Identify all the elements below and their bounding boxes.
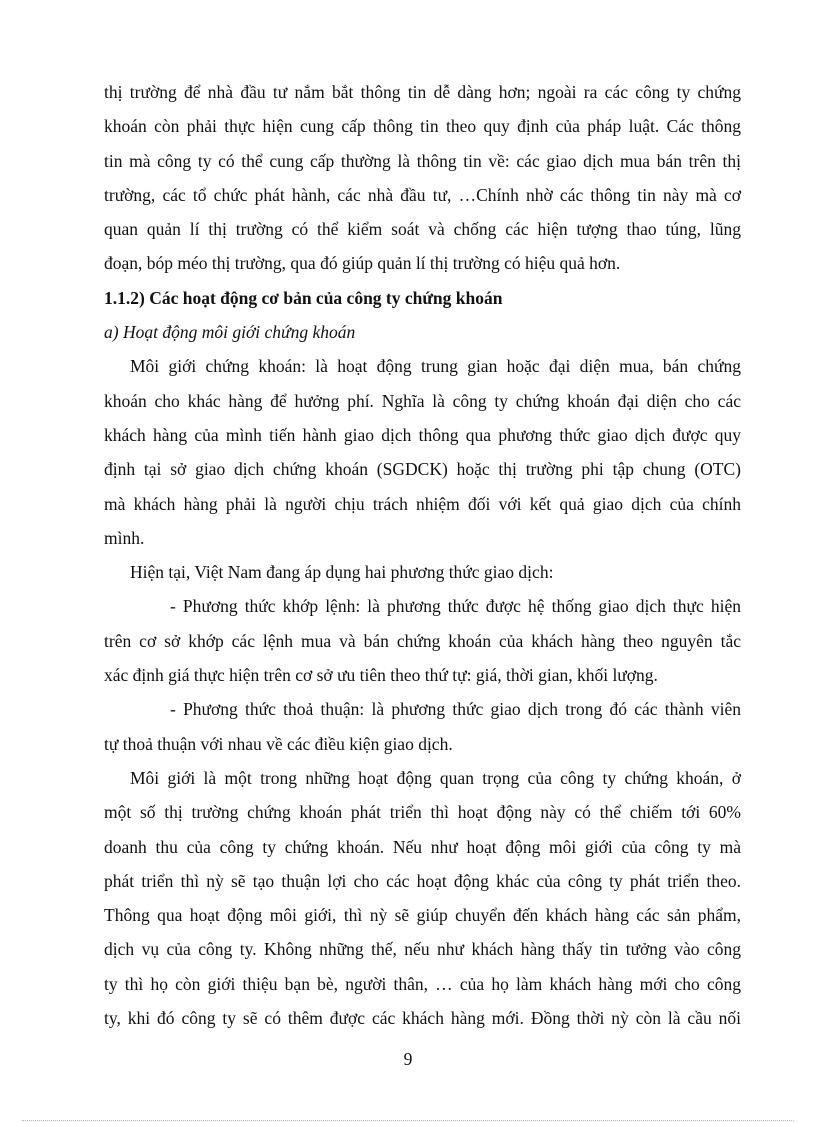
text-line: doanh thu của công ty chứng khoán. Nếu như hoạt động môi giới của công ty mà — [104, 836, 741, 857]
subsection-heading: a) Hoạt động môi giới chứng khoán — [104, 322, 356, 343]
text-line: - Phương thức thoả thuận: là phương thức giao dịch trong đó các thành viên — [170, 699, 741, 720]
text-line: mà khách hàng phải là người chịu trách nhiệm đối với kết quả giao dịch của chính — [104, 493, 741, 514]
text-line: tự thoả thuận với nhau về các điều kiện giao dịch. — [104, 733, 453, 754]
page-bottom-border — [22, 1120, 794, 1121]
text-line: khoán cho khác hàng để hưởng phí. Nghĩa là công ty chứng khoán đại diện cho các — [104, 390, 741, 411]
paragraph-brokerage-importance — [104, 761, 741, 1035]
text-line: xác định giá thực hiện trên cơ sở ưu tiên theo thứ tự: giá, thời gian, khối lượng. — [104, 665, 658, 686]
page-number: 9 — [403, 1049, 413, 1069]
text-line: Môi giới là một trong những hoạt động quan trọng của công ty chứng khoán, ở — [130, 767, 741, 788]
text-line: phát triển thì nỳ sẽ tạo thuận lợi cho các hoạt động khác của công ty phát triển theo. — [104, 870, 741, 891]
paragraph-trading-methods-intro: Hiện tại, Việt Nam đang áp dụng hai phương thức giao dịch: — [130, 562, 554, 583]
page-body — [104, 75, 741, 1035]
text-line: Môi giới chứng khoán: là hoạt động trung gian hoặc đại diện mua, bán chứng — [130, 356, 741, 377]
paragraph-negotiated-trading — [104, 692, 741, 761]
text-line: định tại sở giao dịch chứng khoán (SGDCK) hoặc thị trường phi tập chung (OTC) — [104, 459, 741, 480]
text-line: một số thị trường chứng khoán phát triển thì hoạt động này có thể chiếm tới 60% — [104, 802, 741, 823]
paragraph-order-matching — [104, 589, 741, 692]
paragraph-brokerage-definition — [104, 349, 741, 555]
text-line: trên cơ sở khớp các lệnh mua và bán chứng khoán của khách hàng theo nguyên tắc — [104, 630, 741, 651]
text-line: đoạn, bóp méo thị trường, qua đó giúp quản lí thị trường có hiệu quả hơn. — [104, 253, 621, 274]
text-line: Thông qua hoạt động môi giới, thì nỳ sẽ giúp chuyển đến khách hàng các sản phẩm, — [104, 905, 741, 926]
text-line: thị trường để nhà đầu tư nắm bắt thông tin dễ dàng hơn; ngoài ra các công ty chứng — [104, 82, 741, 102]
text-line: - Phương thức khớp lệnh: là phương thức được hệ thống giao dịch thực hiện — [170, 596, 741, 617]
text-line: tin mà công ty có thể cung cấp thường là thông tin về: các giao dịch mua bán trên thị — [104, 150, 741, 171]
section-heading: 1.1.2) Các hoạt động cơ bản của công ty chứng khoán — [104, 287, 503, 308]
text-line: quan quản lí thị trường có thể kiểm soát và chống các hiện tượng thao túng, lũng — [104, 219, 741, 240]
text-line: ty, khi đó công ty sẽ có thêm được các khách hàng mới. Đồng thời nỳ còn là cầu nối — [104, 1008, 741, 1029]
text-line: ty thì họ còn giới thiệu bạn bè, người thân, … của họ làm khách hàng mới cho công — [104, 973, 741, 994]
text-line: trường, các tổ chức phát hành, các nhà đầu tư, …Chính nhờ các thông tin này mà cơ — [104, 184, 741, 205]
text-line: mình. — [104, 527, 145, 548]
paragraph-market-information — [104, 75, 741, 281]
text-line: dịch vụ của công ty. Không những thế, nếu như khách hàng thấy tin tưởng vào công — [104, 939, 741, 960]
text-line: khách hàng của mình tiến hành giao dịch thông qua phương thức giao dịch được quy — [104, 424, 741, 445]
text-line: khoán còn phải thực hiện cung cấp thông tin theo quy định của pháp luật. Các thông — [104, 116, 741, 137]
